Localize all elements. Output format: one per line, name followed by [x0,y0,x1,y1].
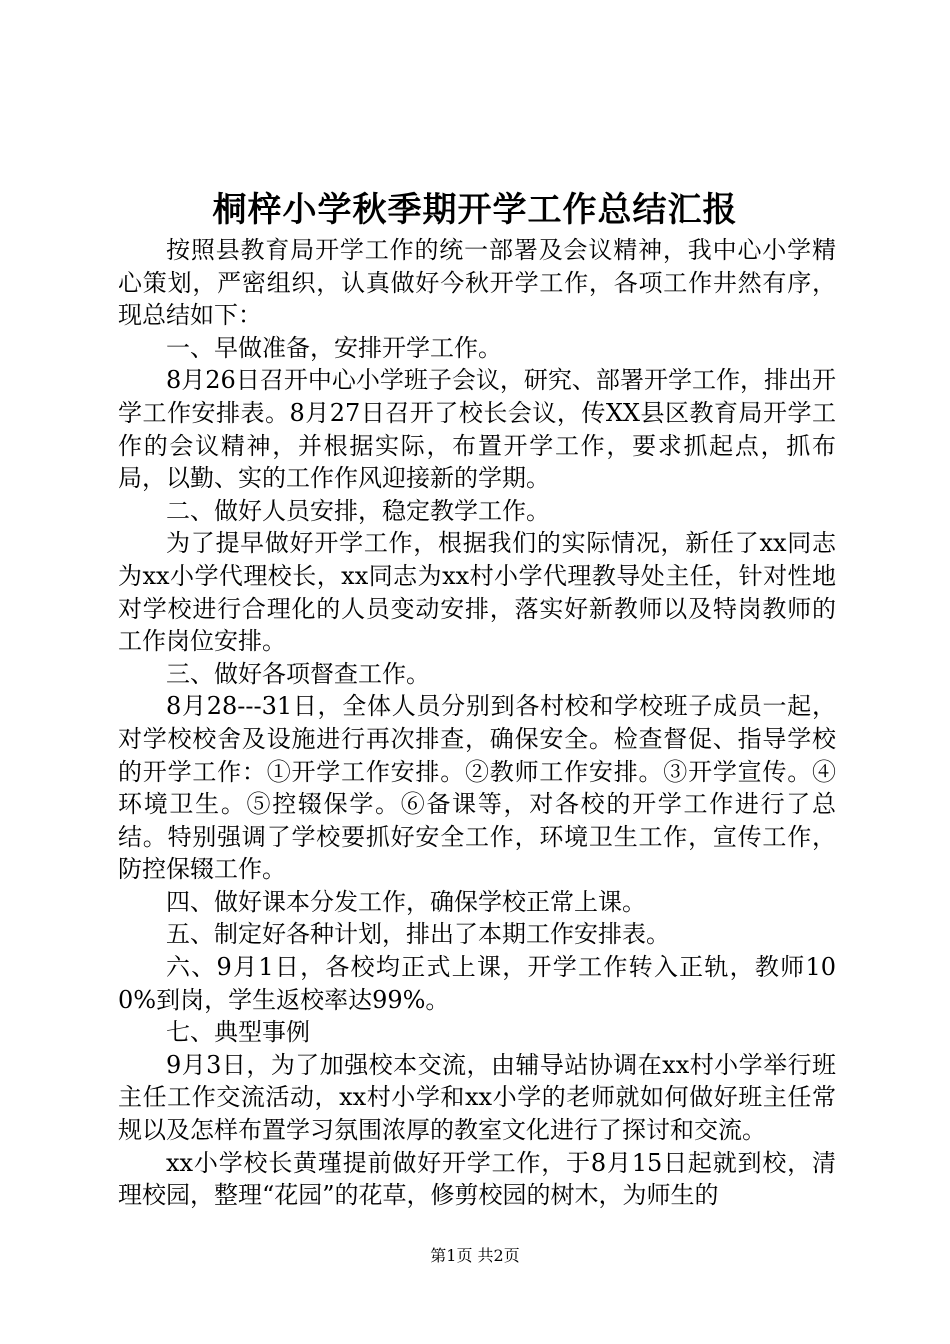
paragraph-section-1: 8月26日召开中心小学班子会议，研究、部署开学工作，排出开学工作安排表。8月27日召开了校长会议，传XX县区教育局开学工作的会议精神，并根据实际，布置开学工作，要求抓起点，抓布局，以勤、实的工作作风迎接新的学期。 [118,366,836,493]
heading-section-7: 七、典型事例 [166,1018,310,1047]
heading-section-1: 一、早做准备，安排开学工作。 [166,333,502,362]
paragraph-example-1: 9月3日，为了加强校本交流，由辅导站协调在xx村小学举行班主任工作交流活动，xx村小学和xx小学的老师就如何做好班主任常规以及怎样布置学习氛围浓厚的教室文化进行了探讨和交流。 [118,1050,836,1145]
paragraph-section-6: 六、9月1日，各校均正式上课，开学工作转入正轨，教师100%到岗，学生返校率达99%。 [118,953,836,1014]
paragraph-section-2: 为了提早做好开学工作，根据我们的实际情况，新任了xx同志为xx小学代理校长，xx同志为xx村小学代理教导处主任，针对性地对学校进行合理化的人员变动安排，落实好新教师以及特岗教师的工作岗位安排。 [118,529,836,656]
paragraph-example-2: xx小学校长黄瑾提前做好开学工作，于8月15日起就到校，清理校园，整理“花园”的花草，修剪校园的树木，为师生的 [118,1148,836,1210]
page-number-footer: 第1页 共2页 [430,1246,520,1265]
heading-section-4: 四、做好课本分发工作，确保学校正常上课。 [166,887,646,916]
document-title: 桐梓小学秋季期开学工作总结汇报 [212,190,738,230]
paragraph-section-3: 8月28---31日，全体人员分别到各村校和学校班子成员一起，对学校校舍及设施进行再次排查，确保安全。检查督促、指导学校的开学工作：①开学工作安排。②教师工作安排。③开学宣传。④环境卫生。⑤控辍保学。⑥备课等，对各校的开学工作进行了总结。特别强调了学校要抓好安全工作，环境卫生工作，宣传工作，防控保辍工作。 [118,692,836,884]
document-body [118,234,836,1212]
paragraph-intro: 按照县教育局开学工作的统一部署及会议精神，我中心小学精心策划，严密组织，认真做好今秋开学工作，各项工作井然有序，现总结如下： [118,236,836,330]
heading-section-5: 五、制定好各种计划，排出了本期工作安排表。 [166,920,670,949]
heading-section-2: 二、做好人员安排，稳定教学工作。 [166,496,550,525]
heading-section-3: 三、做好各项督查工作。 [166,659,430,688]
